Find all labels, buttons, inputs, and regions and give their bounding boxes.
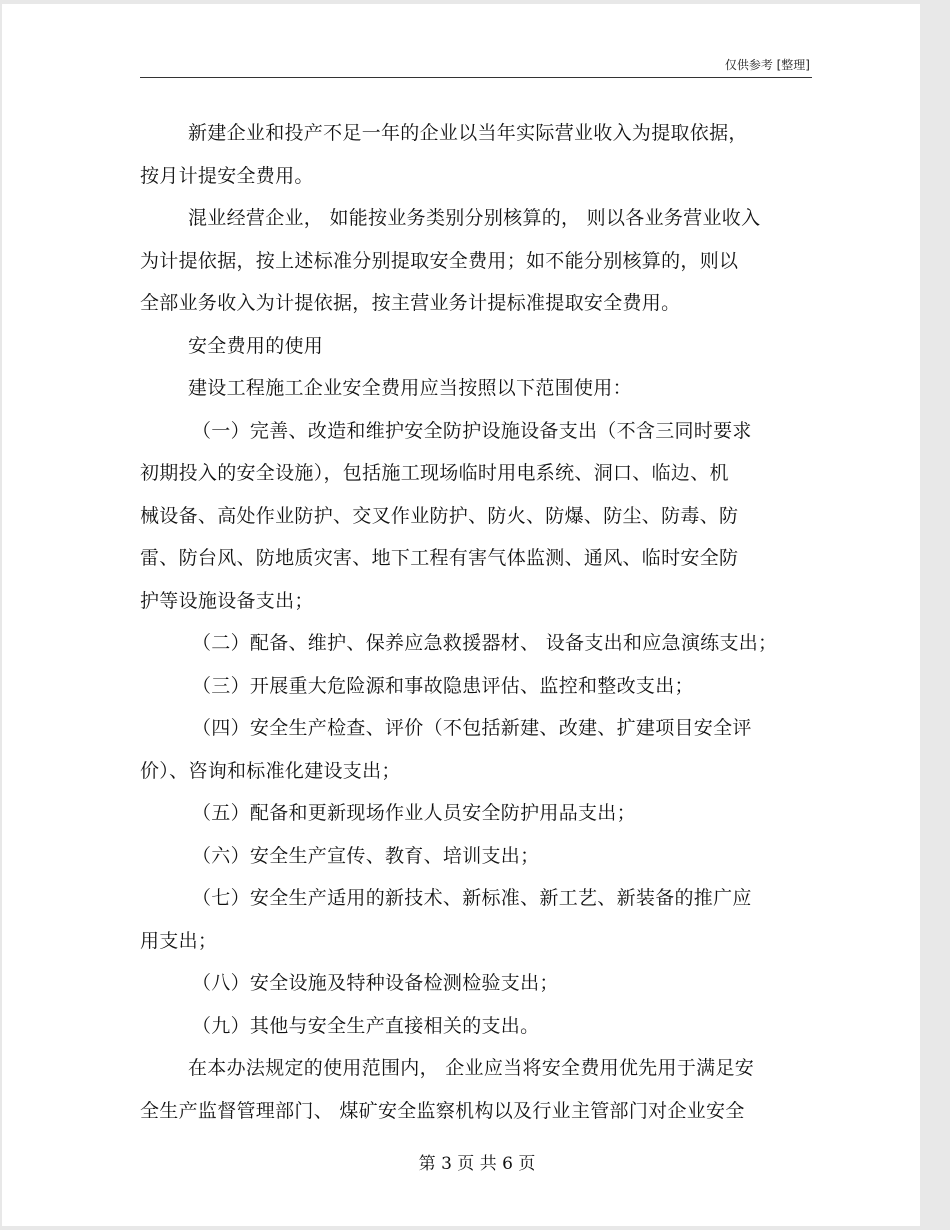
document-page	[2, 4, 920, 1226]
list-item-line: 价）、咨询和标准化建设支出；	[140, 759, 401, 782]
list-item-line: 雷、防台风、防地质灾害、地下工程有害气体监测、通风、临时安全防	[140, 547, 739, 569]
list-item-line: 初期投入的安全设施），包括施工现场临时用电系统、洞口、临边、机	[140, 462, 729, 484]
document-body	[140, 112, 812, 1132]
list-item-line: 护等设施设备支出；	[140, 589, 314, 612]
paragraph-line: 全生产监督管理部门、 煤矿安全监察机构以及行业主管部门对企业安全	[140, 1099, 745, 1122]
list-item-line: （九）其他与安全生产直接相关的支出。	[192, 1014, 540, 1037]
list-item-line: （一）完善、改造和维护安全防护设施设备支出（不含三同时要求	[192, 419, 752, 442]
list-item-line: （五）配备和更新现场作业人员安全防护用品支出；	[192, 802, 636, 824]
paragraph-line: 全部业务收入为计提依据，按主营业务计提标准提取安全费用。	[140, 292, 681, 314]
paragraph-line: 为计提依据，按上述标准分别提取安全费用；如不能分别核算的，则以	[140, 249, 739, 272]
list-item-line: （四）安全生产检查、评价（不包括新建、改建、扩建项目安全评	[192, 717, 752, 739]
section-heading: 安全费用的使用	[188, 334, 324, 357]
paragraph-line: 新建企业和投产不足一年的企业以当年实际营业收入为提取依据，	[188, 122, 748, 144]
header-note: 仅供参考 [整理]	[724, 58, 810, 72]
paragraph-line: 按月计提安全费用。	[140, 164, 314, 187]
list-item-line: （三）开展重大危险源和事故隐患评估、监控和整改支出；	[192, 674, 694, 697]
page-number: 第 3 页 共 6 页	[418, 1154, 536, 1174]
paragraph-line: 混业经营企业， 如能按业务类别分别核算的， 则以各业务营业收入	[188, 207, 761, 229]
paragraph-line: 在本办法规定的使用范围内， 企业应当将安全费用优先用于满足安	[188, 1057, 755, 1079]
list-item-line: 用支出；	[140, 929, 218, 952]
list-item-line: （二）配备、维护、保养应急救援器材、 设备支出和应急演练支出；	[192, 632, 778, 654]
list-item-line: （七）安全生产适用的新技术、新标准、新工艺、新装备的推广应	[192, 887, 752, 909]
paragraph-line: 建设工程施工企业安全费用应当按照以下范围使用：	[188, 377, 632, 399]
list-item-line: 械设备、高处作业防护、交叉作业防护、防火、防爆、防尘、防毒、防	[140, 504, 739, 527]
header-rule	[140, 77, 812, 78]
list-item-line: （八）安全设施及特种设备检测检验支出；	[192, 972, 559, 994]
list-item-line: （六）安全生产宣传、教育、培训支出；	[192, 844, 540, 867]
